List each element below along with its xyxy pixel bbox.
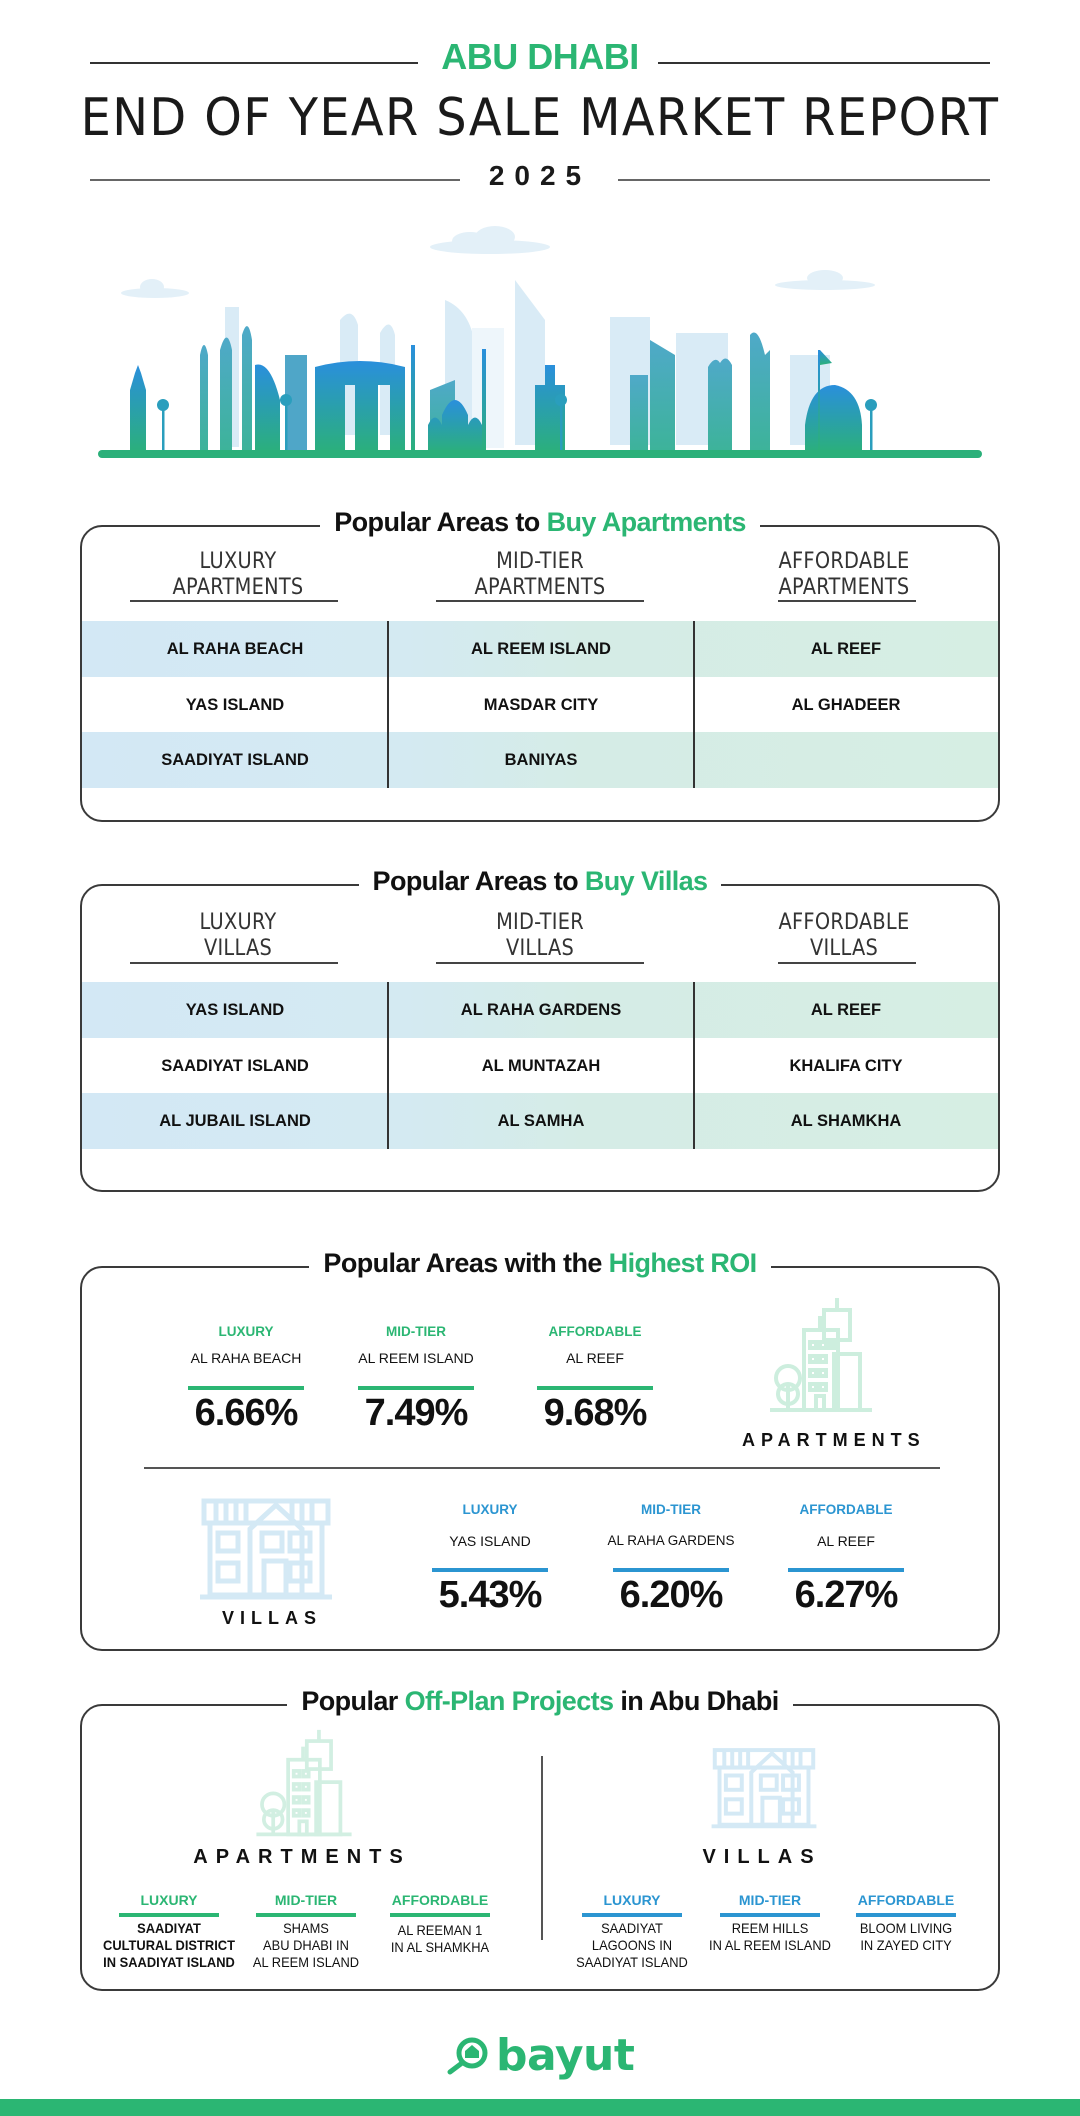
roi-bar — [537, 1386, 653, 1390]
table-row — [82, 732, 998, 788]
table-cell: AL JUBAIL ISLAND — [159, 1111, 311, 1130]
tier-bar — [256, 1913, 356, 1917]
col-header-mid-tier: MID-TIER APARTMENTS — [474, 549, 606, 600]
table-row — [82, 1093, 998, 1149]
tier-bar — [390, 1913, 490, 1917]
offplan-project-name: SAADIYAT CULTURAL DISTRICT IN SAADIYAT ISLAND — [103, 1920, 235, 1970]
roi-area-name: AL REEF — [817, 1533, 875, 1549]
roi-bar — [432, 1568, 548, 1572]
table-cell: AL SAMHA — [497, 1111, 585, 1130]
col-header-affordable: AFFORDABLE APARTMENTS — [778, 549, 910, 600]
section-title: Popular Areas to Buy Villas — [82, 866, 998, 897]
table-cell: SAADIYAT ISLAND — [161, 750, 309, 769]
table-row — [82, 621, 998, 677]
roi-value: 9.68% — [543, 1392, 647, 1434]
roi-value: 6.27% — [794, 1574, 898, 1616]
offplan-apartments-label: APARTMENTS — [193, 1846, 411, 1868]
roi-tier-label: AFFORDABLE — [548, 1324, 642, 1339]
table-cell: AL GHADEER — [791, 695, 901, 714]
roi-value: 6.20% — [619, 1574, 723, 1616]
offplan-tier-label: LUXURY — [140, 1892, 198, 1908]
table-cell: MASDAR CITY — [483, 695, 599, 714]
roi-bar — [188, 1386, 304, 1390]
offplan-tier-label: MID-TIER — [274, 1892, 338, 1908]
table-cell: YAS ISLAND — [185, 695, 285, 714]
offplan-tier-label: MID-TIER — [738, 1892, 802, 1908]
offplan-project-name: REEM HILLS IN AL REEM ISLAND — [709, 1920, 831, 1953]
table-cell: KHALIFA CITY — [789, 1056, 903, 1075]
cloud-icon — [121, 226, 875, 298]
roi-value: 5.43% — [438, 1574, 542, 1616]
roi-villas-label: VILLAS — [221, 1608, 322, 1628]
col-underline — [778, 600, 916, 602]
footer-bar — [0, 2099, 1080, 2116]
col-underline — [436, 962, 644, 964]
roi-bar — [358, 1386, 474, 1390]
tier-bar — [720, 1913, 820, 1917]
column-divider — [693, 982, 695, 1149]
table-cell: AL REEM ISLAND — [471, 639, 611, 658]
col-underline — [436, 600, 644, 602]
offplan-divider — [541, 1756, 543, 1940]
villa-house-icon — [198, 1495, 334, 1605]
column-divider — [693, 621, 695, 788]
offplan-project-name: BLOOM LIVING IN ZAYED CITY — [859, 1920, 953, 1953]
report-year: 2025 — [488, 160, 592, 191]
magnifier-house-icon — [446, 2036, 490, 2076]
section-title: Popular Off-Plan Projects in Abu Dhabi — [82, 1686, 998, 1717]
roi-tier-label: MID-TIER — [641, 1502, 701, 1517]
report-title: END OF YEAR SALE MARKET REPORT — [80, 88, 1000, 148]
roi-area-name: AL REEM ISLAND — [358, 1350, 474, 1366]
section-title: Popular Areas with the Highest ROI — [82, 1248, 998, 1279]
offplan-villas-label: VILLAS — [702, 1846, 822, 1868]
column-divider — [387, 982, 389, 1149]
section-title: Popular Areas to Buy Apartments — [82, 507, 998, 538]
tier-bar — [582, 1913, 682, 1917]
offplan-project-name: AL REEMAN 1 IN AL SHAMKHA — [390, 1922, 490, 1955]
tier-bar — [856, 1913, 956, 1917]
table-cell: AL SHAMKHA — [790, 1111, 902, 1130]
section-off-plan-projects — [80, 1686, 1000, 1991]
table-cell: AL REEF — [810, 639, 882, 658]
roi-bar — [788, 1568, 904, 1572]
roi-area-name: YAS ISLAND — [449, 1533, 531, 1549]
roi-tier-label: AFFORDABLE — [799, 1502, 893, 1517]
abu-dhabi-skyline-illustration — [90, 225, 990, 460]
offplan-tier-label: AFFORDABLE — [391, 1892, 489, 1908]
table-cell: SAADIYAT ISLAND — [161, 1056, 309, 1075]
section-buy-villas — [80, 866, 1000, 1192]
apartment-building-icon — [252, 1728, 356, 1840]
col-underline — [130, 962, 338, 964]
col-header-affordable: AFFORDABLE VILLAS — [778, 910, 910, 961]
table-row — [82, 1038, 998, 1094]
roi-apartments-label: APARTMENTS — [742, 1430, 926, 1450]
roi-tier-label: MID-TIER — [386, 1324, 446, 1339]
table-cell: AL REEF — [810, 1000, 882, 1019]
offplan-tier-label: AFFORDABLE — [857, 1892, 955, 1908]
table-cell: BANIYAS — [504, 750, 578, 769]
table-cell: AL RAHA BEACH — [166, 639, 304, 658]
bayut-logo — [446, 2030, 634, 2081]
table-cell: YAS ISLAND — [185, 1000, 285, 1019]
roi-area-name: AL RAHA GARDENS — [607, 1533, 735, 1548]
table-row — [82, 677, 998, 733]
section-buy-apartments — [80, 507, 1000, 822]
roi-value: 7.49% — [364, 1392, 468, 1434]
tier-bar — [119, 1913, 219, 1917]
roi-tier-label: LUXURY — [218, 1324, 274, 1339]
offplan-project-name: SHAMS ABU DHABI IN AL REEM ISLAND — [252, 1920, 360, 1970]
roi-bar — [613, 1568, 729, 1572]
city-title: ABU DHABI — [441, 36, 639, 77]
roi-area-name: AL RAHA BEACH — [190, 1350, 302, 1366]
roi-divider — [144, 1467, 940, 1469]
col-underline — [778, 962, 916, 964]
col-header-luxury: LUXURY APARTMENTS — [172, 549, 304, 600]
col-underline — [130, 600, 338, 602]
offplan-project-name: SAADIYAT LAGOONS IN SAADIYAT ISLAND — [576, 1920, 688, 1970]
roi-area-name: AL REEF — [566, 1350, 624, 1366]
col-header-luxury: LUXURY VILLAS — [199, 910, 277, 961]
table-cell: AL MUNTAZAH — [481, 1056, 601, 1075]
roi-tier-label: LUXURY — [462, 1502, 518, 1517]
table-cell: AL RAHA GARDENS — [460, 1000, 622, 1019]
table-cell — [694, 732, 998, 788]
apartment-building-icon — [766, 1296, 876, 1416]
roi-value: 6.66% — [194, 1392, 298, 1434]
column-divider — [387, 621, 389, 788]
col-header-mid-tier: MID-TIER VILLAS — [496, 910, 584, 961]
villa-house-icon — [710, 1744, 818, 1834]
offplan-tier-label: LUXURY — [603, 1892, 661, 1908]
table-row — [82, 982, 998, 1038]
bayut-logo-text: bayut — [496, 2030, 635, 2081]
section-highest-roi — [80, 1248, 1000, 1651]
